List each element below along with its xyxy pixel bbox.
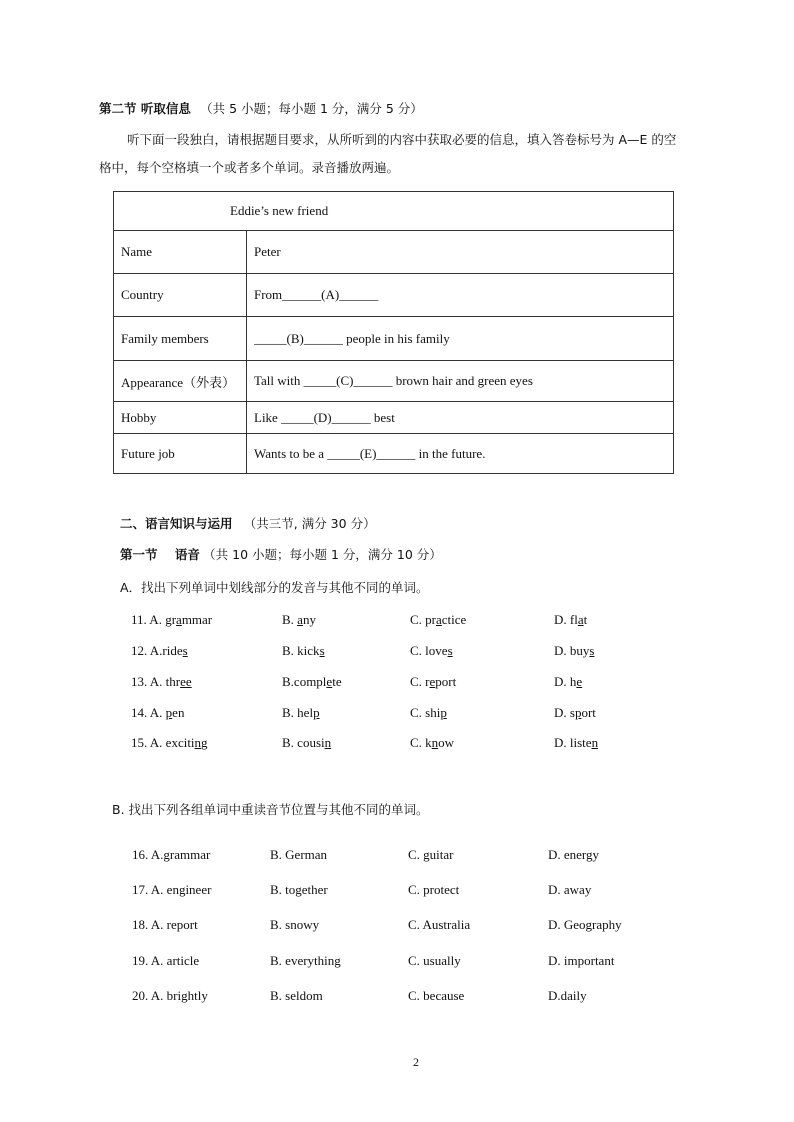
row-value: _____(B)______ people in his family (247, 317, 674, 361)
option-a-14-3 (554, 705, 596, 721)
underlined-letters: n (591, 735, 599, 750)
option-text: C. pr (410, 612, 436, 627)
option-a-15-0 (131, 735, 208, 751)
group-b-instruction: B. 找出下列各组单词中重读音节位置与其他不同的单词。 (112, 802, 429, 817)
underlined-letters: e (576, 674, 583, 689)
option-text: B.compl (282, 674, 327, 689)
underlined-letters: s (319, 643, 325, 658)
option-b-19-1: B. everything (270, 953, 341, 968)
row-label: Country (114, 274, 247, 317)
option-b-19-2: C. usually (408, 953, 461, 968)
row-label: Hobby (114, 402, 247, 434)
option-text: ny (302, 612, 316, 627)
option-b-17-0: 17. A. engineer (132, 882, 212, 897)
table-row (114, 274, 674, 317)
option-text: C. shi (410, 705, 441, 720)
part-2-score: （共三节, 满分 30 分） (243, 516, 376, 531)
row-value: Wants to be a _____(E)______ in the future. (247, 434, 674, 474)
option-b-17-3: D. away (548, 882, 592, 897)
table-row (114, 231, 674, 274)
section-1-header (120, 545, 442, 563)
option-a-13-3 (554, 674, 582, 690)
option-a-12-3 (554, 643, 594, 659)
option-text: g (201, 735, 208, 750)
option-text: C. love (410, 643, 448, 658)
option-text: ort (581, 705, 596, 720)
section-1-score: （共 10 小题；每小题 1 分，满分 10 分） (203, 547, 442, 562)
part-2-header (120, 514, 376, 532)
option-b-16-1: B. German (270, 847, 328, 862)
option-b-16-0: 16. A.grammar (132, 847, 211, 862)
underlined-letters: ee (180, 674, 192, 689)
option-text: C. k (410, 735, 432, 750)
option-text: D. fl (554, 612, 578, 627)
option-b-16-2: C. guitar (408, 847, 454, 862)
option-b-19-3: D. important (548, 953, 615, 968)
option-b-20-3: D.daily (548, 988, 587, 1003)
table-row (114, 361, 674, 402)
option-text: D. liste (554, 735, 592, 750)
row-value: Peter (247, 231, 674, 274)
underlined-letters: a (577, 612, 584, 627)
underlined-letters: e (429, 674, 436, 689)
option-text: 13. A. thr (131, 674, 181, 689)
underlined-letters: s (447, 643, 453, 658)
underlined-letters: p (574, 705, 582, 720)
option-a-15-1 (282, 735, 331, 751)
option-b-20-0: 20. A. brightly (132, 988, 208, 1003)
option-b-16-3: D. energy (548, 847, 600, 862)
option-a-14-1 (282, 705, 320, 721)
section-2-title: 第二节 听取信息 (99, 101, 191, 116)
option-b-18-3: D. Geography (548, 917, 622, 932)
section-2-header (99, 99, 423, 117)
option-b-18-2: C. Australia (408, 917, 471, 932)
part-2-title: 二、语言知识与运用 (120, 516, 233, 531)
section-1-title: 第一节 语音 (120, 547, 200, 562)
section-2-instruction-line-2: 格中，每个空格填一个或者多个单词。录音播放两遍。 (99, 160, 400, 175)
option-text: ow (438, 735, 455, 750)
option-a-11-0 (131, 612, 212, 628)
option-text: D. s (554, 705, 575, 720)
underlined-letters: p (313, 705, 320, 720)
underlined-letters: a (176, 612, 182, 627)
row-label: Family members (114, 317, 247, 361)
row-label: Name (114, 231, 247, 274)
option-text: D. h (554, 674, 577, 689)
option-b-20-2: C. because (408, 988, 465, 1003)
underlined-letters: a (436, 612, 442, 627)
option-text: port (435, 674, 457, 689)
underlined-letters: a (297, 612, 303, 627)
underlined-letters: n (324, 735, 332, 750)
option-a-11-3 (554, 612, 587, 628)
table-title-text: Eddie’s new friend (230, 203, 329, 218)
underlined-letters: n (431, 735, 439, 750)
row-value: Like _____(D)______ best (247, 402, 674, 434)
row-label: Appearance（外表） (114, 361, 247, 402)
underlined-letters: e (326, 674, 333, 689)
page-number: 2 (413, 1055, 419, 1069)
table-row (114, 402, 674, 434)
option-text: ctice (441, 612, 467, 627)
option-text: B. hel (282, 705, 314, 720)
listening-info-table (113, 191, 674, 474)
option-b-19-0: 19. A. article (132, 953, 200, 968)
row-value: Tall with _____(C)______ brown hair and green eyes (247, 361, 674, 402)
row-label: Future job (114, 434, 247, 474)
option-a-11-2 (410, 612, 466, 628)
option-a-12-2 (410, 643, 453, 659)
option-b-17-2: C. protect (408, 882, 460, 897)
row-value: From______(A)______ (247, 274, 674, 317)
group-a-instruction: A．找出下列单词中划线部分的发音与其他不同的单词。 (120, 580, 429, 595)
option-a-14-2 (410, 705, 447, 721)
option-a-15-2 (410, 735, 454, 751)
option-text: B. (282, 612, 298, 627)
option-text: 14. A. (131, 705, 166, 720)
option-a-11-1 (282, 612, 316, 628)
option-text: 15. A. exciti (131, 735, 195, 750)
section-2-instruction-line-1: 听下面一段独白，请根据题目要求，从所听到的内容中获取必要的信息，填入答卷标号为 A—E 的空 (127, 132, 677, 147)
underlined-letters: s (182, 643, 188, 658)
option-text: 12. A.ride (131, 643, 183, 658)
option-a-13-0 (131, 674, 192, 690)
option-text: 11. A. gr (131, 612, 177, 627)
section-2-score: （共 5 小题；每小题 1 分，满分 5 分） (200, 101, 423, 116)
option-text: D. buy (554, 643, 590, 658)
option-b-20-1: B. seldom (270, 988, 323, 1003)
option-text: te (332, 674, 342, 689)
option-text: mmar (181, 612, 213, 627)
option-a-15-3 (554, 735, 598, 751)
option-a-14-0 (131, 705, 184, 721)
table-title (114, 192, 674, 231)
table-row (114, 317, 674, 361)
option-text: B. cousi (282, 735, 325, 750)
option-b-18-1: B. snowy (270, 917, 320, 932)
option-text: B. kick (282, 643, 320, 658)
option-a-12-1 (282, 643, 325, 659)
underlined-letters: n (194, 735, 202, 750)
option-text: en (172, 705, 185, 720)
option-text: C. r (410, 674, 430, 689)
option-a-12-0 (131, 643, 188, 659)
underlined-letters: s (589, 643, 595, 658)
table-row (114, 434, 674, 474)
option-a-13-1 (282, 674, 342, 690)
option-text: t (583, 612, 588, 627)
underlined-letters: p (440, 705, 447, 720)
underlined-letters: p (165, 705, 173, 720)
option-b-18-0: 18. A. report (132, 917, 198, 932)
option-b-17-1: B. together (270, 882, 328, 897)
option-a-13-2 (410, 674, 456, 690)
